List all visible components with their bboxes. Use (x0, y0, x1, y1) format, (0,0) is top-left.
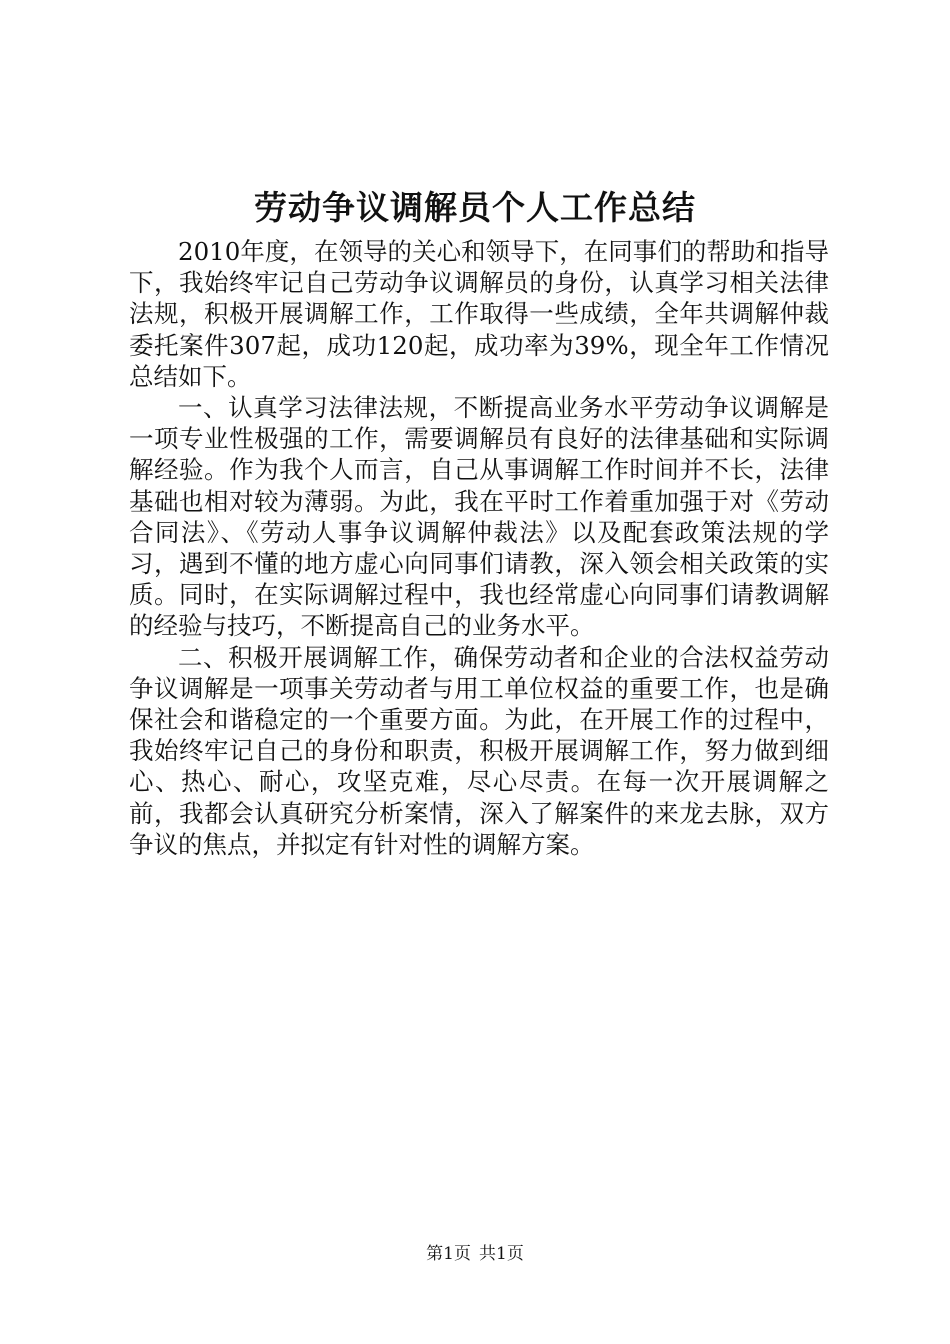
paragraph-section-two: 二、积极开展调解工作，确保劳动者和企业的合法权益劳动争议调解是一项事关劳动者与用工单位权益的重要工作，也是确保社会和谐稳定的一个重要方面。为此，在开展工作的过程中，我始终牢记自己的身份和职责，积极开展调解工作，努力做到细心、热心、耐心，攻坚克难，尽心尽责。在每一次开展调解之前，我都会认真研究分析案情，深入了解案件的来龙去脉，双方争议的焦点，并拟定有针对性的调解方案。 (129, 642, 829, 859)
document-title: 劳动争议调解员个人工作总结 (254, 188, 696, 227)
page-number: 第1页 (426, 1244, 471, 1264)
paragraph-intro: 2010年度，在领导的关心和领导下，在同事们的帮助和指导下，我始终牢记自己劳动争议调解员的身份，认真学习相关法律法规，积极开展调解工作，工作取得一些成绩，全年共调解仲裁委托案件307起，成功120起，成功率为39%，现全年工作情况总结如下。 (129, 237, 829, 391)
paragraph-section-one: 一、认真学习法律法规，不断提高业务水平劳动争议调解是一项专业性极强的工作，需要调解员有良好的法律基础和实际调解经验。作为我个人而言，自己从事调解工作时间并不长，法律基础也相对较为薄弱。为此，我在平时工作着重加强于对《劳动合同法》、《劳动人事争议调解仲裁法》以及配套政策法规的学习，遇到不懂的地方虚心向同事们请教，深入领会相关政策的实质。同时，在实际调解过程中，我也经常虚心向同事们请教调解的经验与技巧，不断提高自己的业务水平。 (129, 393, 829, 641)
document-body (129, 236, 829, 860)
page-footer (0, 1242, 950, 1266)
page-total: 共1页 (479, 1244, 524, 1264)
